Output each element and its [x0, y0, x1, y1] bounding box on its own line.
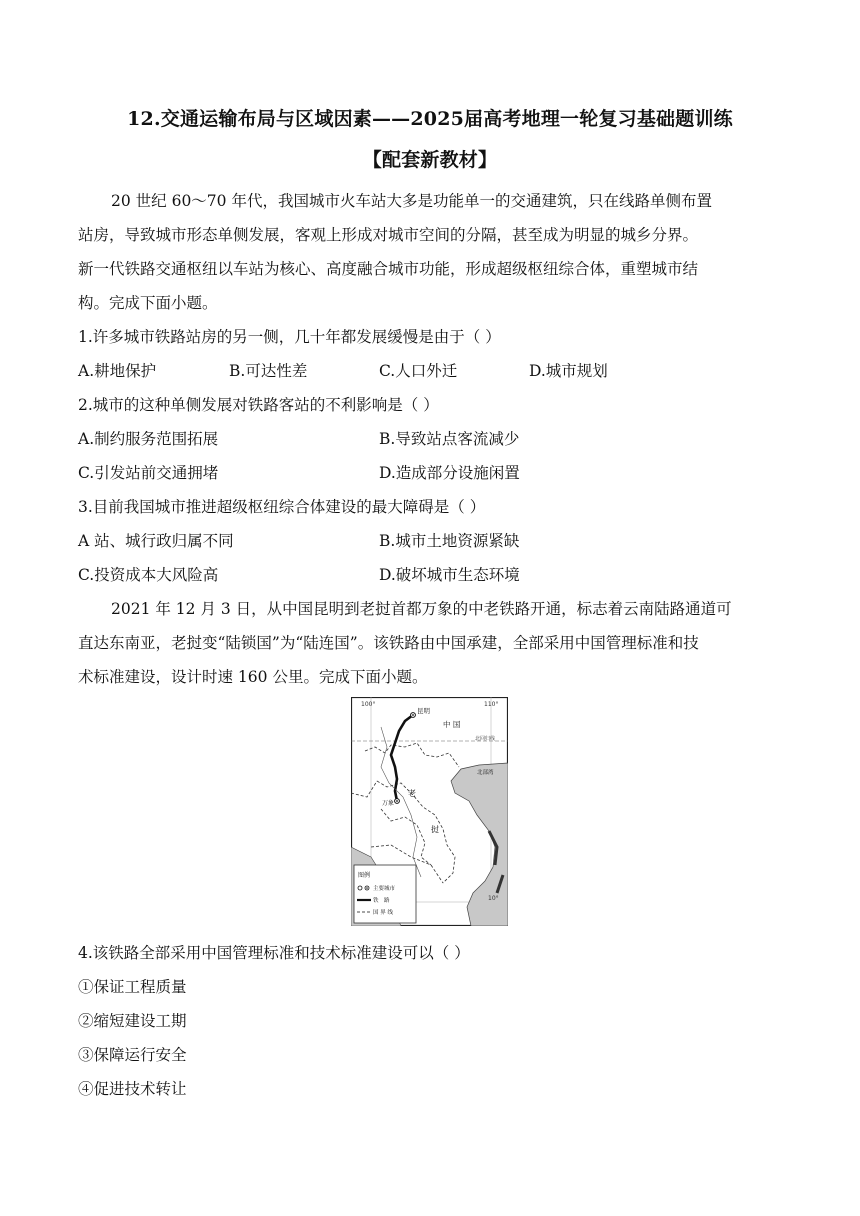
question-1-option-b: B.可达性差: [229, 362, 308, 380]
question-4-item-1: ①保证工程质量: [78, 978, 187, 996]
question-3-option-c: C.投资成本大风险高: [78, 566, 219, 584]
question-1-option-c: C.人口外迁: [379, 362, 458, 380]
document-subtitle: 【配套新教材】: [362, 149, 498, 171]
question-3-option-a: A 站、城行政归属不同: [78, 532, 234, 550]
map-legend-border: 国 界 线: [373, 910, 393, 916]
question-2-option-b: B.导致站点客流减少: [379, 430, 520, 448]
question-3-option-b: B.城市土地资源紧缺: [379, 532, 520, 550]
map-legend-title: 图例: [358, 872, 371, 879]
passage2-line-1: 2021 年 12 月 3 日，从中国昆明到老挝首都万象的中老铁路开通，标志着云南陆路通道可: [111, 600, 732, 618]
map-tropic-label: 北回归线: [475, 736, 496, 742]
map-country-lao-1: 老: [408, 789, 416, 798]
map-lon-left-label: 100°: [361, 701, 376, 708]
map-city-kunming: 昆明: [417, 707, 430, 715]
question-4-stem: 4.该铁路全部采用中国管理标准和技术标准建设可以（ ）: [78, 944, 470, 962]
map-gulf-label: 北部湾: [477, 770, 494, 776]
map-city-vientiane: 万象: [382, 800, 395, 807]
passage1-line-2: 站房，导致城市形态单侧发展，客观上形成对城市空间的分隔，甚至成为明显的城乡分界。: [78, 226, 699, 244]
map-legend-rail: 铁 路: [373, 898, 390, 904]
question-3-stem: 3.目前我国城市推进超级枢纽综合体建设的最大障碍是（ ）: [78, 498, 486, 516]
question-1-stem: 1.许多城市铁路站房的另一侧，几十年都发展缓慢是由于（ ）: [78, 328, 501, 346]
map-country-china: 中 国: [443, 720, 461, 729]
passage1-line-1: 20 世纪 60～70 年代，我国城市火车站大多是功能单一的交通建筑，只在线路单侧布置: [111, 192, 712, 210]
map-country-lao-2: 挝: [431, 825, 439, 834]
passage2-line-3: 术标准建设，设计时速 160 公里。完成下面小题。: [78, 668, 428, 686]
question-1-option-d: D.城市规划: [529, 362, 608, 380]
map-legend-city: 主要城市: [373, 886, 396, 892]
question-4-item-2: ②缩短建设工期: [78, 1012, 187, 1030]
passage1-line-4: 构。完成下面小题。: [78, 294, 218, 312]
question-2-stem: 2.城市的这种单侧发展对铁路客站的不利影响是（ ）: [78, 396, 439, 414]
passage2-line-2: 直达东南亚，老挝变“陆锁国”为“陆连国”。该铁路由中国承建，全部采用中国管理标准和技: [78, 634, 699, 652]
map-lon-right-label: 110°: [484, 701, 499, 708]
document-title: 12.交通运输布局与区域因素——2025届高考地理一轮复习基础题训练: [127, 108, 733, 130]
question-2-option-c: C.引发站前交通拥堵: [78, 464, 219, 482]
question-2-option-d: D.造成部分设施闲置: [379, 464, 520, 482]
question-2-option-a: A.制约服务范围拓展: [78, 430, 219, 448]
passage1-line-3: 新一代铁路交通枢纽以车站为核心、高度融合城市功能，形成超级枢纽综合体，重塑城市结: [78, 260, 699, 278]
question-4-item-3: ③保障运行安全: [78, 1046, 187, 1064]
question-3-option-d: D.破坏城市生态环境: [379, 566, 520, 584]
laos-railway-map: [351, 697, 508, 926]
map-lat-label: 10°: [488, 895, 499, 902]
question-1-option-a: A.耕地保护: [78, 362, 157, 380]
question-4-item-4: ④促进技术转让: [78, 1080, 187, 1098]
map-svg: [351, 697, 508, 926]
